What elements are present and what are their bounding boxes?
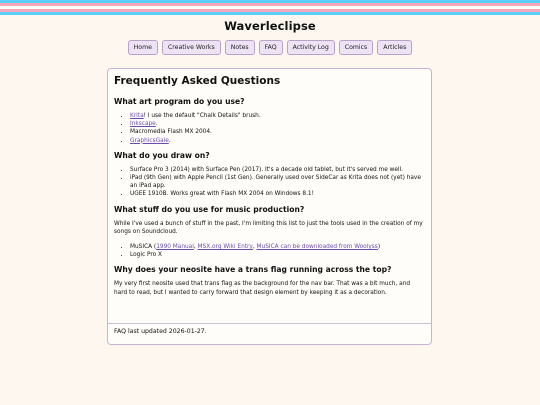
- nav-home-button[interactable]: Home: [128, 40, 158, 55]
- nav-bar: [0, 40, 540, 55]
- art-program-list: [114, 112, 425, 145]
- musica-manual-link[interactable]: 1990 Manual: [156, 243, 194, 250]
- nav-comics-button[interactable]: Comics: [339, 40, 373, 55]
- list-item-text: ): [377, 243, 381, 250]
- list-item: [130, 128, 425, 136]
- faq-body: [108, 69, 431, 324]
- list-item: [130, 120, 425, 128]
- faq-question-trans-flag: Why does your neosite have a trans flag running across the top?: [114, 265, 392, 275]
- nav-faq-button[interactable]: FAQ: [259, 40, 283, 55]
- list-item: • Logic Pro X: [130, 251, 425, 259]
- draw-on-list: [114, 166, 425, 199]
- list-item: [130, 243, 425, 251]
- list-item-text: .: [168, 137, 171, 144]
- trans-flag-stripe: [0, 0, 540, 15]
- separator: ,: [193, 243, 198, 250]
- graphicsgale-link[interactable]: GraphicsGale: [130, 137, 169, 144]
- faq-card: [107, 68, 432, 345]
- music-intro-text: While I've used a bunch of stuff in the past, I'm limiting this list to just the tools used in the creation of my songs on Soundcloud.: [114, 220, 423, 236]
- faq-question-draw-on: What do you draw on?: [114, 150, 210, 160]
- faq-footer: FAQ last updated 2026-01-27.: [114, 328, 207, 335]
- list-item: [130, 137, 425, 145]
- list-item-text: Macromedia Flash MX 2004.: [130, 129, 212, 136]
- list-item: • iPad (9th Gen) with Apple Pencil (1st Gen). Generally used over SideCar as Krita does not (yet) have an iPad app.: [130, 174, 425, 190]
- krita-link[interactable]: Krita: [130, 113, 144, 119]
- list-item: [130, 112, 425, 120]
- separator: ,: [252, 243, 257, 250]
- nav-notes-button[interactable]: Notes: [225, 40, 255, 55]
- flag-stripe: [0, 12, 540, 15]
- list-item-text: .: [155, 121, 158, 128]
- music-tools-list: [114, 243, 425, 259]
- musica-download-link[interactable]: MuSICA can be downloaded from Woolyss: [256, 243, 378, 250]
- inkscape-link[interactable]: Inkscape: [130, 121, 156, 128]
- list-item: • UGEE 1910B. Works great with Flash MX 2004 on Windows 8.1!: [130, 190, 425, 198]
- nav-activity-log-button[interactable]: Activity Log: [287, 40, 335, 55]
- nav-articles-button[interactable]: Articles: [377, 40, 412, 55]
- list-item-text: MuSICA (: [130, 243, 157, 250]
- list-item-text: ! I use the default "Chalk Details" brush.: [143, 113, 261, 119]
- site-title: Waverleclipse: [224, 19, 316, 33]
- page-title: Frequently Asked Questions: [114, 75, 281, 87]
- faq-question-art-program: What art program do you use?: [114, 97, 245, 106]
- trans-flag-answer: My very first neosite used that trans flag as the background for the nav bar. That was a bit much, and hard to read, but I wanted to carry forward that design element by keeping it as a decoration.: [114, 281, 411, 296]
- list-item: • Surface Pro 3 (2014) with Surface Pen (2017). It's a decade old tablet, but it's served me well.: [130, 166, 425, 174]
- msx-wiki-link[interactable]: MSX.org Wiki Entry: [197, 243, 253, 250]
- nav-creative-works-button[interactable]: Creative Works: [162, 40, 221, 55]
- faq-question-music-production: What stuff do you use for music production?: [114, 204, 305, 214]
